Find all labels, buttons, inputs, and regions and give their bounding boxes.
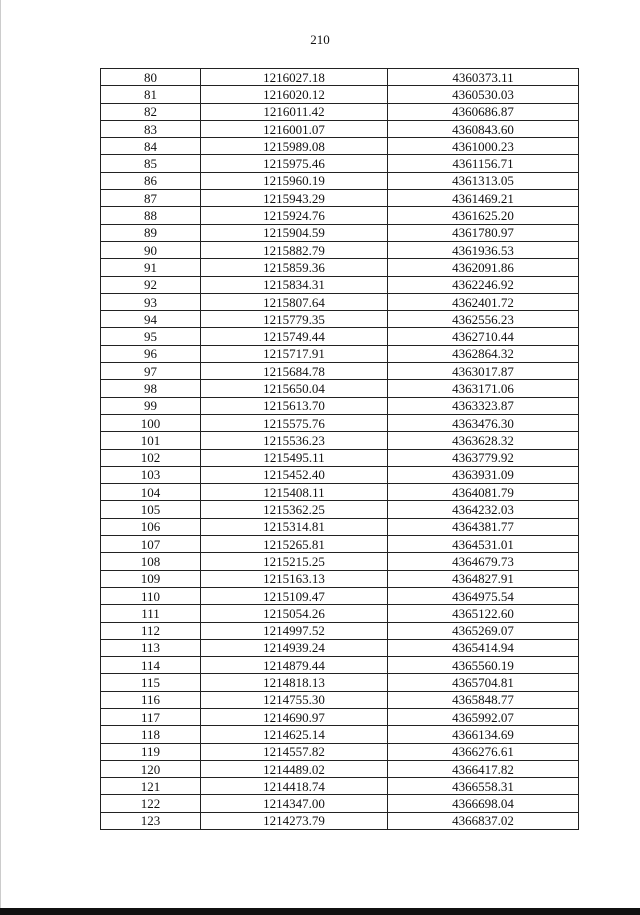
table-row bbox=[101, 726, 579, 743]
y-coordinate-cell: 4360843.60 bbox=[388, 120, 579, 137]
point-number-cell: 121 bbox=[101, 778, 201, 795]
table-row bbox=[101, 311, 579, 328]
x-coordinate-cell: 1214418.74 bbox=[201, 778, 388, 795]
table-row bbox=[101, 432, 579, 449]
table-row bbox=[101, 224, 579, 241]
x-coordinate-cell: 1214347.00 bbox=[201, 795, 388, 812]
table-row bbox=[101, 69, 579, 86]
table-row bbox=[101, 276, 579, 293]
table-row bbox=[101, 708, 579, 725]
y-coordinate-cell: 4366417.82 bbox=[388, 760, 579, 777]
point-number-cell: 85 bbox=[101, 155, 201, 172]
y-coordinate-cell: 4360373.11 bbox=[388, 69, 579, 86]
table-row bbox=[101, 691, 579, 708]
y-coordinate-cell: 4366837.02 bbox=[388, 812, 579, 829]
x-coordinate-cell: 1214557.82 bbox=[201, 743, 388, 760]
x-coordinate-cell: 1216011.42 bbox=[201, 103, 388, 120]
y-coordinate-cell: 4365992.07 bbox=[388, 708, 579, 725]
x-coordinate-cell: 1214625.14 bbox=[201, 726, 388, 743]
table-row bbox=[101, 778, 579, 795]
coordinate-table-body bbox=[101, 69, 579, 830]
point-number-cell: 109 bbox=[101, 570, 201, 587]
y-coordinate-cell: 4360686.87 bbox=[388, 103, 579, 120]
point-number-cell: 105 bbox=[101, 501, 201, 518]
x-coordinate-cell: 1215575.76 bbox=[201, 414, 388, 431]
y-coordinate-cell: 4364975.54 bbox=[388, 587, 579, 604]
y-coordinate-cell: 4363017.87 bbox=[388, 363, 579, 380]
table-row bbox=[101, 449, 579, 466]
x-coordinate-cell: 1215265.81 bbox=[201, 536, 388, 553]
x-coordinate-cell: 1215882.79 bbox=[201, 241, 388, 258]
y-coordinate-cell: 4365560.19 bbox=[388, 657, 579, 674]
y-coordinate-cell: 4364531.01 bbox=[388, 536, 579, 553]
point-number-cell: 113 bbox=[101, 639, 201, 656]
table-row bbox=[101, 345, 579, 362]
point-number-cell: 123 bbox=[101, 812, 201, 829]
coordinate-table bbox=[100, 68, 579, 830]
table-row bbox=[101, 674, 579, 691]
x-coordinate-cell: 1215452.40 bbox=[201, 466, 388, 483]
point-number-cell: 90 bbox=[101, 241, 201, 258]
y-coordinate-cell: 4362246.92 bbox=[388, 276, 579, 293]
x-coordinate-cell: 1216020.12 bbox=[201, 86, 388, 103]
x-coordinate-cell: 1215960.19 bbox=[201, 172, 388, 189]
y-coordinate-cell: 4366558.31 bbox=[388, 778, 579, 795]
x-coordinate-cell: 1215717.91 bbox=[201, 345, 388, 362]
y-coordinate-cell: 4365848.77 bbox=[388, 691, 579, 708]
table-row bbox=[101, 760, 579, 777]
x-coordinate-cell: 1214690.97 bbox=[201, 708, 388, 725]
y-coordinate-cell: 4365122.60 bbox=[388, 605, 579, 622]
y-coordinate-cell: 4365269.07 bbox=[388, 622, 579, 639]
point-number-cell: 93 bbox=[101, 293, 201, 310]
x-coordinate-cell: 1215314.81 bbox=[201, 518, 388, 535]
point-number-cell: 122 bbox=[101, 795, 201, 812]
x-coordinate-cell: 1214273.79 bbox=[201, 812, 388, 829]
point-number-cell: 89 bbox=[101, 224, 201, 241]
point-number-cell: 83 bbox=[101, 120, 201, 137]
point-number-cell: 119 bbox=[101, 743, 201, 760]
x-coordinate-cell: 1215975.46 bbox=[201, 155, 388, 172]
table-row bbox=[101, 363, 579, 380]
point-number-cell: 104 bbox=[101, 484, 201, 501]
x-coordinate-cell: 1215163.13 bbox=[201, 570, 388, 587]
table-row bbox=[101, 155, 579, 172]
x-coordinate-cell: 1215779.35 bbox=[201, 311, 388, 328]
table-row bbox=[101, 138, 579, 155]
y-coordinate-cell: 4361625.20 bbox=[388, 207, 579, 224]
y-coordinate-cell: 4365414.94 bbox=[388, 639, 579, 656]
table-row bbox=[101, 639, 579, 656]
point-number-cell: 81 bbox=[101, 86, 201, 103]
point-number-cell: 94 bbox=[101, 311, 201, 328]
x-coordinate-cell: 1215215.25 bbox=[201, 553, 388, 570]
point-number-cell: 116 bbox=[101, 691, 201, 708]
y-coordinate-cell: 4363779.92 bbox=[388, 449, 579, 466]
x-coordinate-cell: 1215943.29 bbox=[201, 190, 388, 207]
point-number-cell: 86 bbox=[101, 172, 201, 189]
y-coordinate-cell: 4365704.81 bbox=[388, 674, 579, 691]
x-coordinate-cell: 1215650.04 bbox=[201, 380, 388, 397]
table-row bbox=[101, 484, 579, 501]
y-coordinate-cell: 4364232.03 bbox=[388, 501, 579, 518]
point-number-cell: 88 bbox=[101, 207, 201, 224]
y-coordinate-cell: 4363628.32 bbox=[388, 432, 579, 449]
point-number-cell: 103 bbox=[101, 466, 201, 483]
x-coordinate-cell: 1215749.44 bbox=[201, 328, 388, 345]
table-row bbox=[101, 86, 579, 103]
x-coordinate-cell: 1216001.07 bbox=[201, 120, 388, 137]
table-row bbox=[101, 466, 579, 483]
y-coordinate-cell: 4361780.97 bbox=[388, 224, 579, 241]
x-coordinate-cell: 1215495.11 bbox=[201, 449, 388, 466]
table-row bbox=[101, 293, 579, 310]
x-coordinate-cell: 1215989.08 bbox=[201, 138, 388, 155]
y-coordinate-cell: 4364381.77 bbox=[388, 518, 579, 535]
table-row bbox=[101, 501, 579, 518]
table-row bbox=[101, 241, 579, 258]
point-number-cell: 101 bbox=[101, 432, 201, 449]
table-row bbox=[101, 103, 579, 120]
y-coordinate-cell: 4362864.32 bbox=[388, 345, 579, 362]
table-row bbox=[101, 207, 579, 224]
table-row bbox=[101, 328, 579, 345]
table-row bbox=[101, 605, 579, 622]
point-number-cell: 110 bbox=[101, 587, 201, 604]
x-coordinate-cell: 1214939.24 bbox=[201, 639, 388, 656]
y-coordinate-cell: 4362556.23 bbox=[388, 311, 579, 328]
point-number-cell: 80 bbox=[101, 69, 201, 86]
x-coordinate-cell: 1215408.11 bbox=[201, 484, 388, 501]
y-coordinate-cell: 4364081.79 bbox=[388, 484, 579, 501]
scan-edge bbox=[0, 0, 1, 915]
point-number-cell: 120 bbox=[101, 760, 201, 777]
y-coordinate-cell: 4361936.53 bbox=[388, 241, 579, 258]
y-coordinate-cell: 4361000.23 bbox=[388, 138, 579, 155]
y-coordinate-cell: 4362091.86 bbox=[388, 259, 579, 276]
x-coordinate-cell: 1216027.18 bbox=[201, 69, 388, 86]
y-coordinate-cell: 4363171.06 bbox=[388, 380, 579, 397]
point-number-cell: 111 bbox=[101, 605, 201, 622]
table-row bbox=[101, 380, 579, 397]
table-row bbox=[101, 795, 579, 812]
bottom-border bbox=[0, 908, 640, 915]
table-row bbox=[101, 812, 579, 829]
x-coordinate-cell: 1214879.44 bbox=[201, 657, 388, 674]
point-number-cell: 99 bbox=[101, 397, 201, 414]
y-coordinate-cell: 4361313.05 bbox=[388, 172, 579, 189]
point-number-cell: 98 bbox=[101, 380, 201, 397]
point-number-cell: 114 bbox=[101, 657, 201, 674]
point-number-cell: 115 bbox=[101, 674, 201, 691]
y-coordinate-cell: 4363323.87 bbox=[388, 397, 579, 414]
x-coordinate-cell: 1215684.78 bbox=[201, 363, 388, 380]
point-number-cell: 97 bbox=[101, 363, 201, 380]
table-row bbox=[101, 553, 579, 570]
table-row bbox=[101, 518, 579, 535]
table-row bbox=[101, 190, 579, 207]
point-number-cell: 112 bbox=[101, 622, 201, 639]
y-coordinate-cell: 4363476.30 bbox=[388, 414, 579, 431]
point-number-cell: 82 bbox=[101, 103, 201, 120]
y-coordinate-cell: 4366276.61 bbox=[388, 743, 579, 760]
x-coordinate-cell: 1214489.02 bbox=[201, 760, 388, 777]
table-row bbox=[101, 397, 579, 414]
x-coordinate-cell: 1215536.23 bbox=[201, 432, 388, 449]
y-coordinate-cell: 4364827.91 bbox=[388, 570, 579, 587]
table-row bbox=[101, 743, 579, 760]
point-number-cell: 91 bbox=[101, 259, 201, 276]
y-coordinate-cell: 4364679.73 bbox=[388, 553, 579, 570]
table-row bbox=[101, 587, 579, 604]
table-row bbox=[101, 657, 579, 674]
x-coordinate-cell: 1214997.52 bbox=[201, 622, 388, 639]
y-coordinate-cell: 4362401.72 bbox=[388, 293, 579, 310]
table-row bbox=[101, 622, 579, 639]
x-coordinate-cell: 1215834.31 bbox=[201, 276, 388, 293]
point-number-cell: 118 bbox=[101, 726, 201, 743]
y-coordinate-cell: 4363931.09 bbox=[388, 466, 579, 483]
table-row bbox=[101, 570, 579, 587]
x-coordinate-cell: 1215109.47 bbox=[201, 587, 388, 604]
point-number-cell: 107 bbox=[101, 536, 201, 553]
table-row bbox=[101, 172, 579, 189]
y-coordinate-cell: 4366698.04 bbox=[388, 795, 579, 812]
x-coordinate-cell: 1215807.64 bbox=[201, 293, 388, 310]
x-coordinate-cell: 1215859.36 bbox=[201, 259, 388, 276]
x-coordinate-cell: 1214818.13 bbox=[201, 674, 388, 691]
y-coordinate-cell: 4361469.21 bbox=[388, 190, 579, 207]
x-coordinate-cell: 1215613.70 bbox=[201, 397, 388, 414]
x-coordinate-cell: 1215362.25 bbox=[201, 501, 388, 518]
x-coordinate-cell: 1214755.30 bbox=[201, 691, 388, 708]
x-coordinate-cell: 1215904.59 bbox=[201, 224, 388, 241]
point-number-cell: 100 bbox=[101, 414, 201, 431]
point-number-cell: 96 bbox=[101, 345, 201, 362]
table-row bbox=[101, 120, 579, 137]
y-coordinate-cell: 4366134.69 bbox=[388, 726, 579, 743]
point-number-cell: 87 bbox=[101, 190, 201, 207]
point-number-cell: 108 bbox=[101, 553, 201, 570]
y-coordinate-cell: 4360530.03 bbox=[388, 86, 579, 103]
y-coordinate-cell: 4361156.71 bbox=[388, 155, 579, 172]
table-row bbox=[101, 259, 579, 276]
y-coordinate-cell: 4362710.44 bbox=[388, 328, 579, 345]
point-number-cell: 106 bbox=[101, 518, 201, 535]
point-number-cell: 92 bbox=[101, 276, 201, 293]
page-number: 210 bbox=[310, 32, 330, 47]
point-number-cell: 117 bbox=[101, 708, 201, 725]
point-number-cell: 102 bbox=[101, 449, 201, 466]
x-coordinate-cell: 1215924.76 bbox=[201, 207, 388, 224]
point-number-cell: 95 bbox=[101, 328, 201, 345]
table-row bbox=[101, 414, 579, 431]
point-number-cell: 84 bbox=[101, 138, 201, 155]
x-coordinate-cell: 1215054.26 bbox=[201, 605, 388, 622]
table-row bbox=[101, 536, 579, 553]
